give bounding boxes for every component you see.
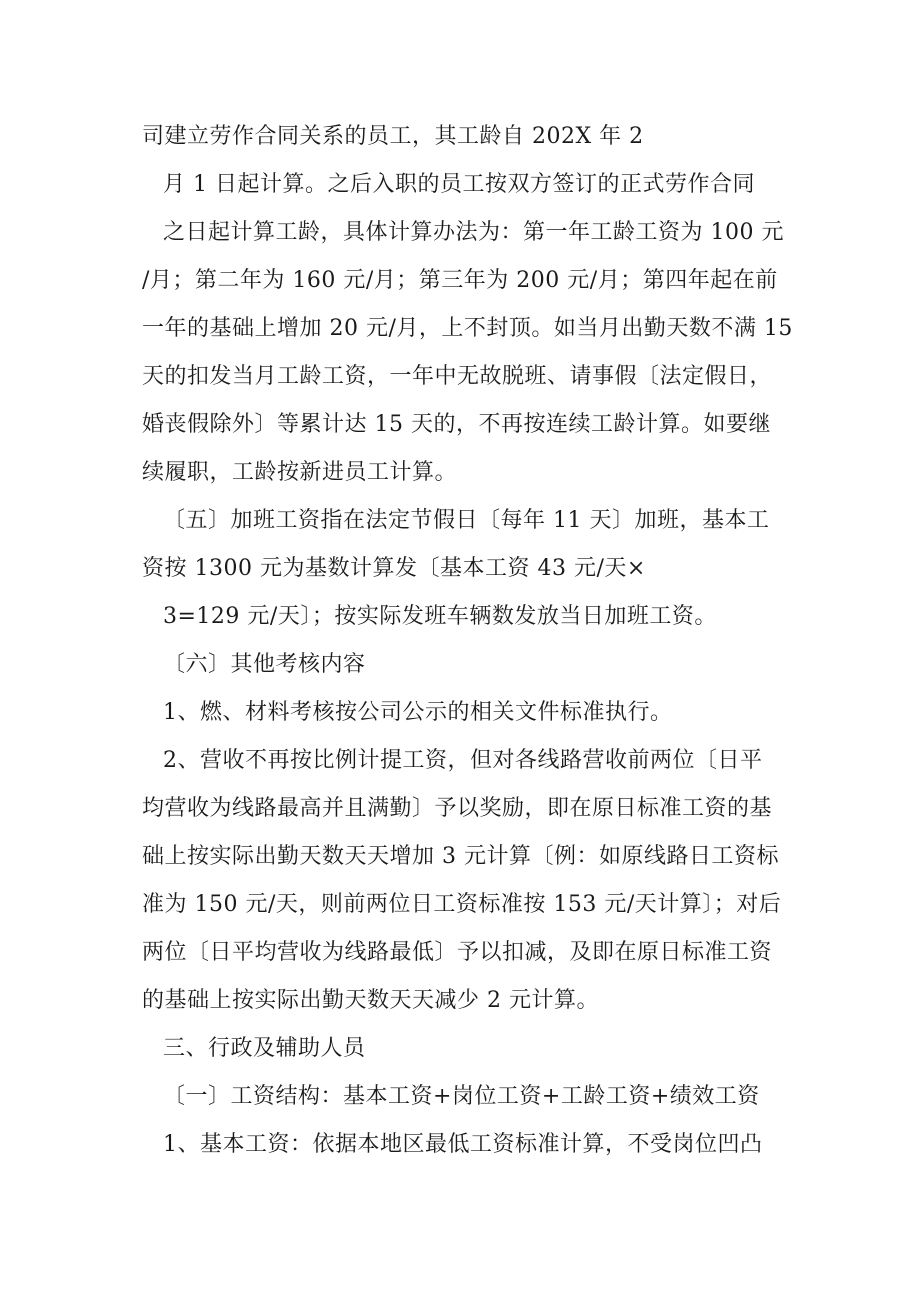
subsection-heading: 〔一〕工资结构：基本工资+岗位工资+工龄工资+绩效工资 xyxy=(163,1084,760,1109)
text-line: 准为 150 元/天，则前两位日工资标准按 153 元/天计算〕；对后 xyxy=(142,892,782,917)
text-line: 础上按实际出勤天数天天增加 3 元计算〔例：如原线路日工资标 xyxy=(142,844,779,869)
text-line: 司建立劳作合同关系的员工，其工龄自 202X 年 2 xyxy=(142,124,644,149)
list-item: 1、基本工资：依据本地区最低工资标准计算，不受岗位凹凸 xyxy=(163,1132,763,1157)
text-line: 〔五〕加班工资指在法定节假日〔每年 11 天〕加班，基本工 xyxy=(163,508,770,533)
text-line: 月 1 日起计算。之后入职的员工按双方签订的正式劳作合同 xyxy=(163,172,755,197)
text-line: 一年的基础上增加 20 元/月，上不封顶。如当月出勤天数不满 15 xyxy=(142,316,793,341)
text-line: 3=129 元/天〕；按实际发班车辆数发放当日加班工资。 xyxy=(163,604,717,629)
text-line: 均营收为线路最高并且满勤〕予以奖励，即在原日标准工资的基 xyxy=(142,796,773,821)
text-line: 的基础上按实际出勤天数天天减少 2 元计算。 xyxy=(142,988,599,1013)
text-line: 资按 1300 元为基数计算发〔基本工资 43 元/天× xyxy=(142,556,646,581)
list-item: 1、燃、材料考核按公司公示的相关文件标准执行。 xyxy=(163,700,673,725)
text-line: 续履职，工龄按新进员工计算。 xyxy=(142,460,458,485)
section-heading: 〔六〕其他考核内容 xyxy=(163,652,366,677)
text-line: 之日起计算工龄，具体计算办法为：第一年工龄工资为 100 元 xyxy=(163,220,784,245)
text-line: /月；第二年为 160 元/月；第三年为 200 元/月；第四年起在前 xyxy=(142,268,778,293)
section-heading: 三、行政及辅助人员 xyxy=(163,1036,366,1061)
text-line: 婚丧假除外〕等累计达 15 天的，不再按连续工龄计算。如要继 xyxy=(142,412,771,437)
list-item: 2、营收不再按比例计提工资，但对各线路营收前两位〔日平 xyxy=(163,748,763,773)
text-line: 两位〔日平均营收为线路最低〕予以扣减，及即在原日标准工资 xyxy=(142,940,773,965)
text-line: 天的扣发当月工龄工资，一年中无故脱班、请事假〔法定假日， xyxy=(142,364,773,389)
